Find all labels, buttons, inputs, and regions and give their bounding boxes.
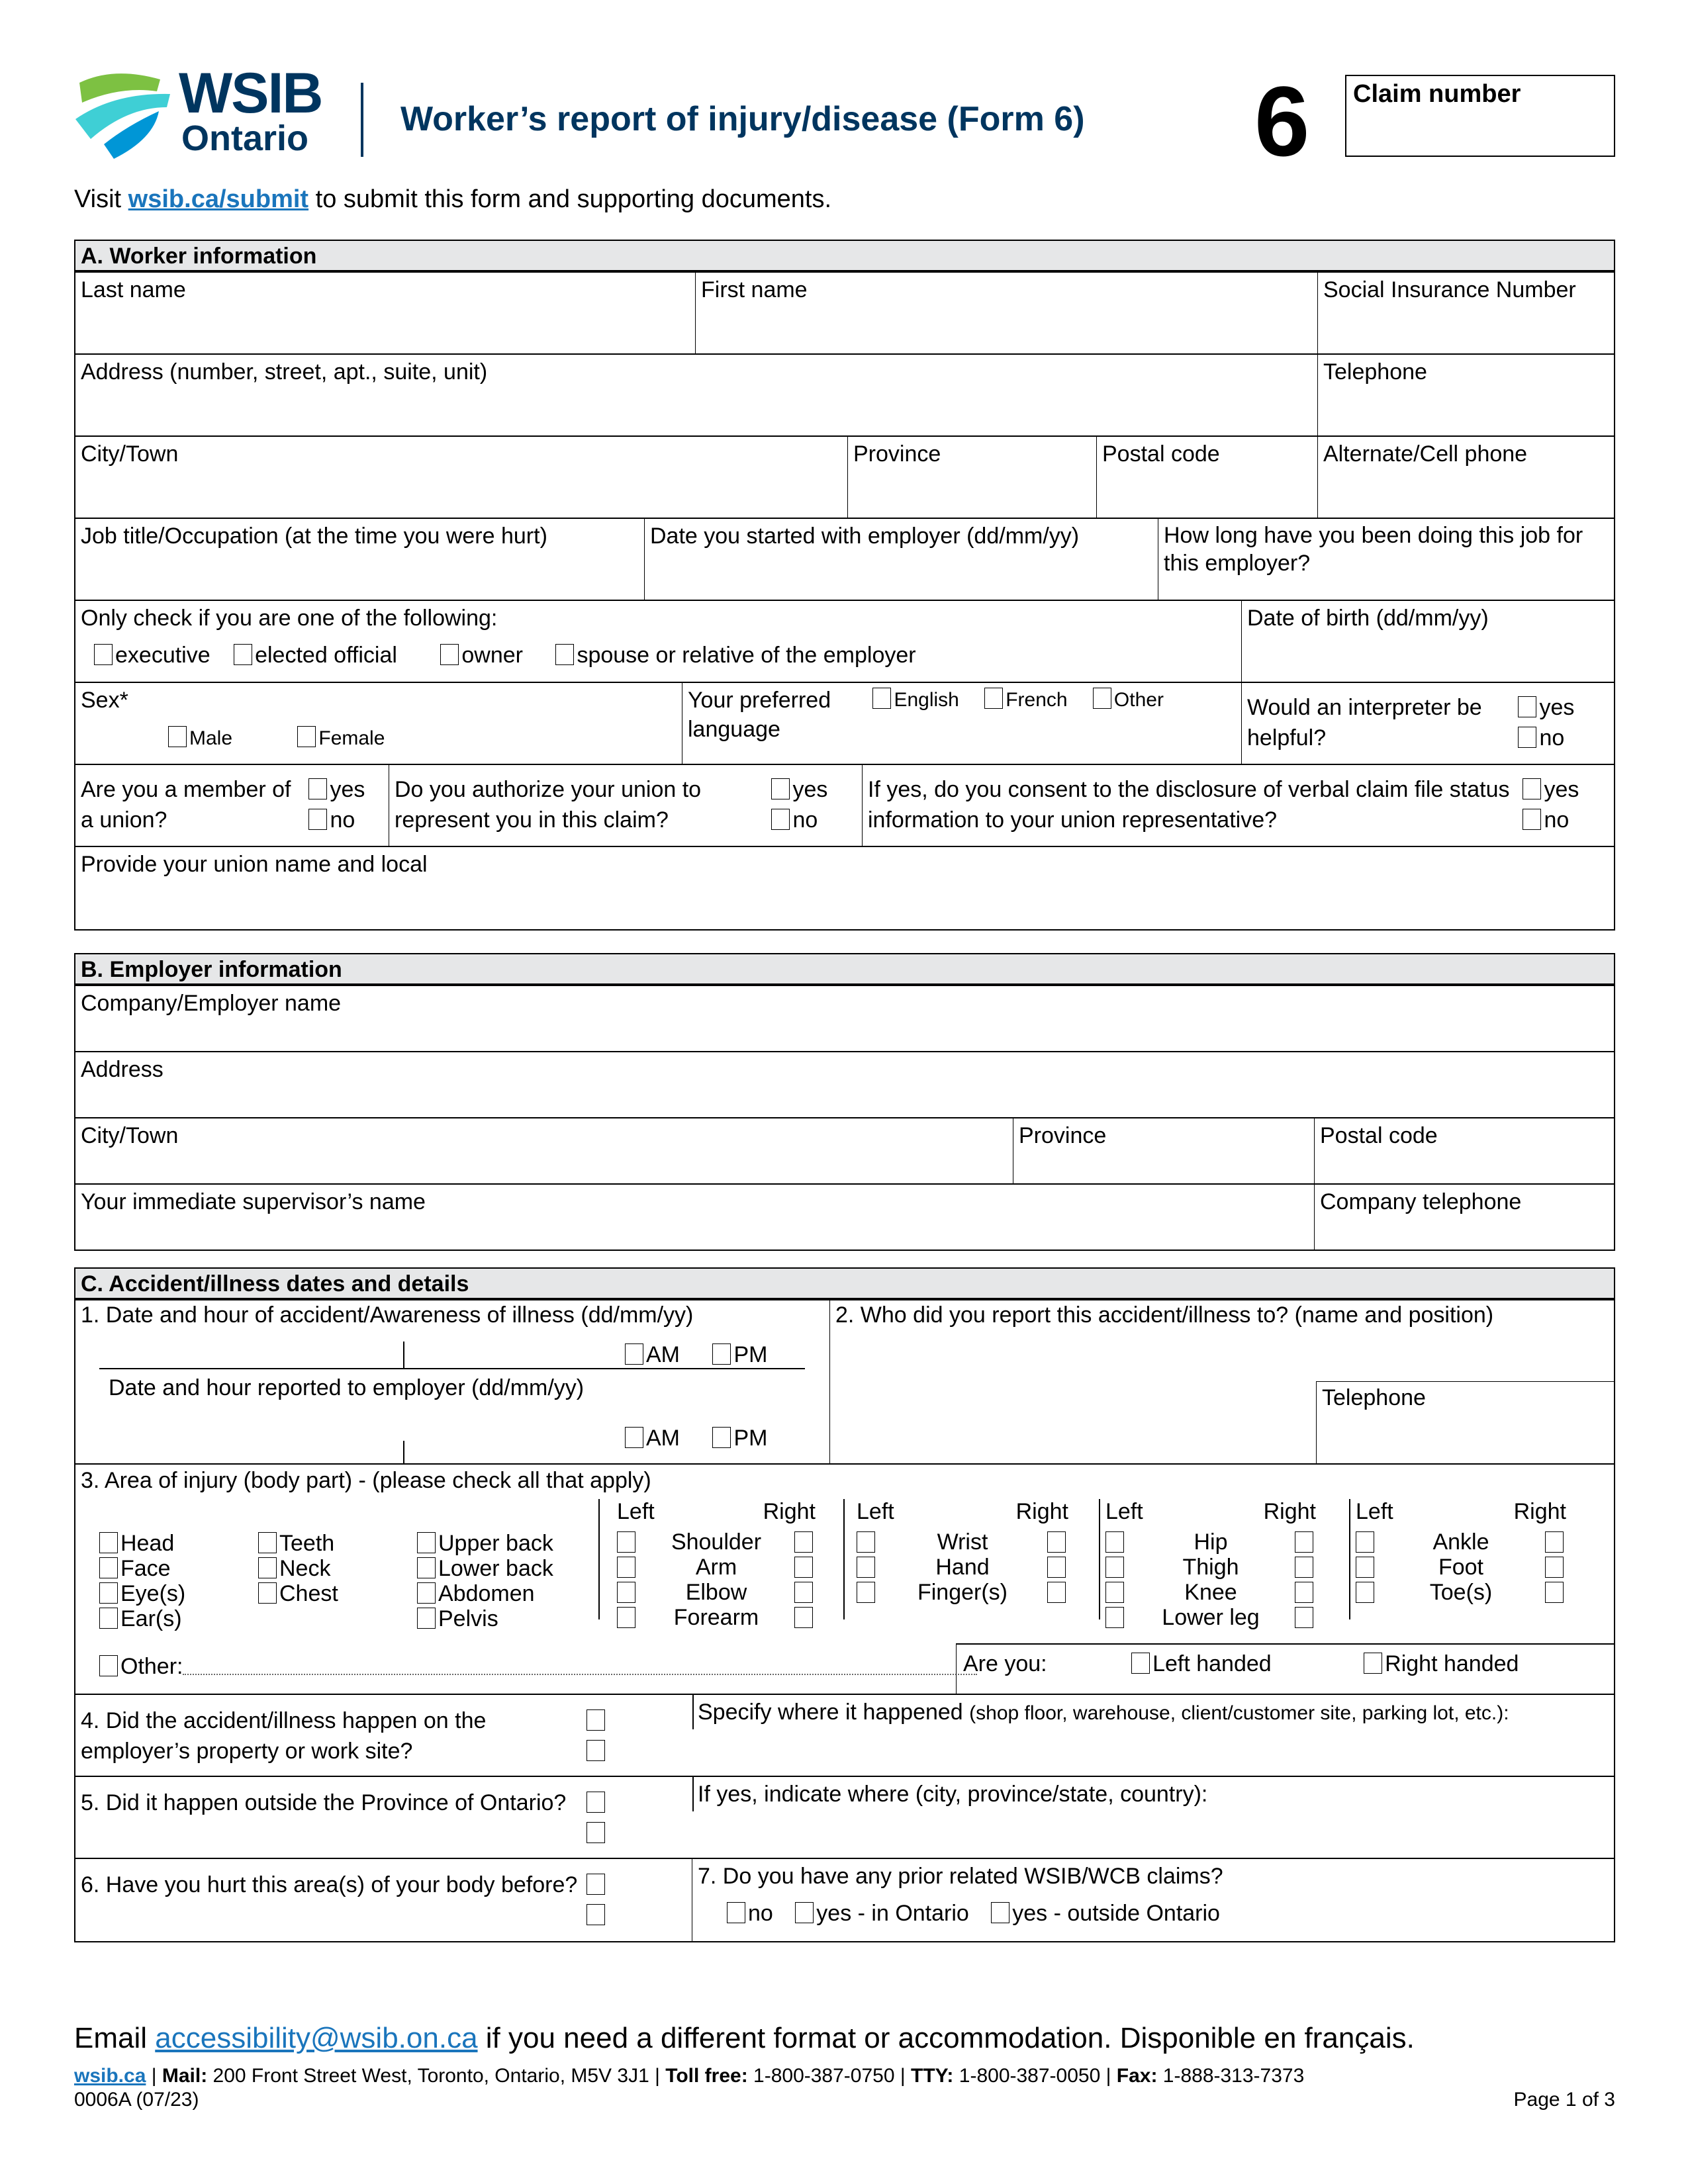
checkbox[interactable]: [99, 1655, 118, 1676]
contact-line: wsib.ca | Mail: 200 Front Street West, Toronto, Ontario, M5V 3J1 | Toll free: 1-800-387-0750 | TTY: 1-800-387-0050 | Fax: 1-888-313-7373: [74, 2065, 1305, 2087]
employer-city-field[interactable]: City/Town: [75, 1118, 1013, 1183]
wsib-site-link[interactable]: wsib.ca: [74, 2065, 146, 2087]
preferred-language-group: [682, 683, 1242, 764]
right-handed[interactable]: Right handed: [1364, 1651, 1519, 1676]
province-field[interactable]: Province: [848, 437, 1097, 518]
body-teeth[interactable]: Teeth: [258, 1531, 338, 1556]
checkbox[interactable]: [712, 1343, 731, 1365]
sex-male[interactable]: Male: [168, 727, 232, 749]
worker-role-label: Only check if you are one of the following:: [81, 606, 498, 631]
submit-instructions: Visit wsib.ca/submit to submit this form and supporting documents.: [74, 185, 832, 213]
checkbox[interactable]: [1093, 688, 1111, 709]
body-ankle: Ankle: [1356, 1529, 1566, 1555]
body-foot: Foot: [1356, 1555, 1566, 1580]
checkbox[interactable]: [440, 644, 459, 665]
q1-am[interactable]: AM: [625, 1342, 680, 1367]
checkbox-left[interactable]: [1356, 1557, 1374, 1578]
claim-number-label: Claim number: [1353, 80, 1521, 108]
checkbox[interactable]: [991, 1902, 1009, 1923]
interpreter-yes[interactable]: yes: [1518, 692, 1574, 723]
role-owner[interactable]: owner: [440, 643, 523, 668]
q3-label: 3. Area of injury (body part) - (please check all that apply): [81, 1468, 651, 1493]
reported-to-group: [830, 1300, 1614, 1463]
body-fingers: Finger(s): [857, 1580, 1068, 1605]
reported-to-telephone-field[interactable]: Telephone: [1316, 1381, 1614, 1463]
alt-phone-field[interactable]: Alternate/Cell phone: [1323, 441, 1528, 467]
other-input[interactable]: [183, 1657, 977, 1675]
address-field[interactable]: Address (number, street, apt., suite, unit): [75, 355, 1318, 435]
checkbox-right[interactable]: [1545, 1582, 1564, 1603]
section-b-heading: B. Employer information: [75, 954, 1614, 986]
body-lower-back[interactable]: Lower back: [417, 1556, 553, 1581]
lang-english[interactable]: English: [872, 689, 959, 711]
checkbox-left[interactable]: [1356, 1531, 1374, 1553]
union-authorize-label: Do you authorize your union to represent you in this claim?: [395, 777, 702, 833]
q6-no[interactable]: [586, 1900, 608, 1931]
q4-yes[interactable]: [586, 1706, 608, 1736]
body-forearm: Forearm: [617, 1605, 816, 1630]
company-name-field[interactable]: Company/Employer name: [81, 991, 342, 1016]
body-hip: Hip: [1105, 1529, 1316, 1555]
union-member-yes[interactable]: yes: [308, 774, 365, 805]
body-legs-group: Left Right Hip Thigh Knee Lower leg: [1105, 1499, 1316, 1630]
checkbox-right[interactable]: [1047, 1531, 1066, 1553]
checkbox-right[interactable]: [794, 1557, 813, 1578]
body-head[interactable]: Head: [99, 1531, 185, 1556]
q1-underline: [99, 1368, 805, 1369]
checkbox[interactable]: [727, 1902, 745, 1923]
logo-wordmark: WSIB: [179, 62, 322, 125]
checkbox[interactable]: [1518, 696, 1536, 717]
handedness-group: Are you: Left handed Right handed: [956, 1643, 1614, 1694]
lang-french[interactable]: French: [984, 689, 1067, 711]
body-neck[interactable]: Neck: [258, 1556, 338, 1581]
wsib-logo: [74, 62, 326, 159]
section-accident-details: [74, 1267, 1615, 1942]
checkbox[interactable]: [712, 1427, 731, 1448]
column-divider: [843, 1499, 845, 1619]
checkbox[interactable]: [234, 644, 252, 665]
checkbox[interactable]: [94, 644, 113, 665]
checkbox[interactable]: [99, 1582, 118, 1604]
body-hand: Hand: [857, 1555, 1068, 1580]
checkbox-left[interactable]: [1105, 1607, 1124, 1628]
checkbox[interactable]: [258, 1532, 277, 1553]
union-member-label: Are you a member of a union?: [81, 777, 291, 833]
interpreter-no[interactable]: no: [1518, 723, 1574, 753]
page-title: Worker’s report of injury/disease (Form 6): [400, 100, 1085, 138]
q7-no[interactable]: no: [727, 1901, 773, 1926]
section-worker-information: [74, 240, 1615, 931]
sex-group: [75, 683, 682, 764]
checkbox[interactable]: [872, 688, 891, 709]
body-col-3: [417, 1531, 553, 1631]
last-name-field[interactable]: Last name: [75, 273, 696, 353]
q1b-pm[interactable]: PM: [712, 1426, 767, 1451]
q7-label: 7. Do you have any prior related WSIB/WCB claims?: [698, 1864, 1223, 1889]
section-a-heading: A. Worker information: [75, 241, 1614, 273]
checkbox[interactable]: [168, 726, 187, 747]
date-started-field[interactable]: Date you started with employer (dd/mm/yy): [645, 519, 1158, 600]
body-col-1: [99, 1531, 185, 1631]
union-authorize-no[interactable]: no: [771, 805, 827, 835]
telephone-field[interactable]: Telephone: [1323, 359, 1427, 385]
checkbox-left[interactable]: [617, 1531, 635, 1553]
checkbox[interactable]: [586, 1740, 605, 1761]
union-consent-group: [863, 765, 1614, 846]
body-chest[interactable]: Chest: [258, 1581, 338, 1606]
checkbox[interactable]: [417, 1557, 436, 1578]
checkbox[interactable]: [99, 1557, 118, 1578]
body-abdomen[interactable]: Abdomen: [417, 1581, 553, 1606]
role-elected-official[interactable]: elected official: [234, 643, 397, 668]
q2-field[interactable]: 2. Who did you report this accident/illness to? (name and position): [835, 1302, 1494, 1328]
checkbox-left[interactable]: [857, 1531, 875, 1553]
union-consent-label: If yes, do you consent to the disclosure of verbal claim file status information to your union representative?: [868, 777, 1510, 833]
q1b-label: Date and hour reported to employer (dd/mm/yy): [109, 1375, 585, 1400]
checkbox[interactable]: [1523, 809, 1541, 830]
checkbox[interactable]: [308, 778, 327, 799]
checkbox-left[interactable]: [857, 1582, 875, 1603]
employer-address-field[interactable]: Address: [81, 1057, 164, 1082]
checkbox[interactable]: [555, 644, 574, 665]
company-telephone-field[interactable]: Company telephone: [1320, 1189, 1522, 1214]
body-part-group: [75, 1465, 1614, 1695]
body-ears[interactable]: Ear(s): [99, 1606, 185, 1631]
interpreter-group: [1242, 683, 1614, 764]
checkbox-left[interactable]: [617, 1607, 635, 1628]
checkbox[interactable]: [586, 1874, 605, 1895]
accessibility-email-link[interactable]: accessibility@wsib.on.ca: [155, 2022, 478, 2054]
checkbox[interactable]: [1364, 1653, 1382, 1674]
checkbox[interactable]: [586, 1822, 605, 1843]
q5-yes[interactable]: [586, 1788, 608, 1818]
q1b-am[interactable]: AM: [625, 1426, 680, 1451]
sex-label: Sex*: [81, 688, 128, 713]
union-consent-no[interactable]: no: [1523, 805, 1579, 835]
supervisor-name-field[interactable]: Your immediate supervisor’s name: [75, 1185, 1315, 1250]
checkbox-right[interactable]: [794, 1582, 813, 1603]
checkbox[interactable]: [771, 809, 790, 830]
checkbox[interactable]: [1523, 778, 1541, 799]
body-face[interactable]: Face: [99, 1556, 185, 1581]
checkbox-right[interactable]: [1295, 1557, 1313, 1578]
submit-link[interactable]: wsib.ca/submit: [128, 185, 309, 213]
role-spouse-relative[interactable]: spouse or relative of the employer: [555, 643, 915, 668]
body-toes: Toe(s): [1356, 1580, 1566, 1605]
checkbox-right[interactable]: [1047, 1557, 1066, 1578]
checkbox[interactable]: [417, 1582, 436, 1604]
claim-number-field[interactable]: [1345, 75, 1615, 157]
page-number: Page 1 of 3: [1513, 2089, 1615, 2111]
body-other: Other:: [99, 1654, 977, 1680]
body-feet-group: Left Right Ankle Foot Toe(s): [1356, 1499, 1566, 1605]
checkbox[interactable]: [308, 809, 327, 830]
checkbox[interactable]: [586, 1904, 605, 1925]
body-upper-back[interactable]: Upper back: [417, 1531, 553, 1556]
checkbox-right[interactable]: [1545, 1531, 1564, 1553]
checkbox-right[interactable]: [1047, 1582, 1066, 1603]
union-authorize-yes[interactable]: yes: [771, 774, 827, 805]
q6-yes[interactable]: [586, 1870, 608, 1900]
accident-dates-group: [75, 1300, 830, 1463]
lang-other[interactable]: Other: [1093, 689, 1164, 711]
wsib-shield-icon: [74, 66, 173, 159]
checkbox[interactable]: [99, 1608, 118, 1629]
q7-group: [692, 1859, 1614, 1941]
q5-label: 5. Did it happen outside the Province of Ontario?: [81, 1790, 567, 1815]
body-arms-group: Left Right Shoulder Arm Elbow Forearm: [617, 1499, 816, 1630]
checkbox-right[interactable]: [1295, 1582, 1313, 1603]
date-time-divider: [403, 1342, 404, 1368]
employer-postal-code-field[interactable]: Postal code: [1320, 1123, 1438, 1148]
checkbox-right[interactable]: [1545, 1557, 1564, 1578]
body-thigh: Thigh: [1105, 1555, 1316, 1580]
checkbox[interactable]: [1518, 727, 1536, 748]
body-elbow: Elbow: [617, 1580, 816, 1605]
q6-label: 6. Have you hurt this area(s) of your body before?: [81, 1872, 578, 1897]
checkbox-right[interactable]: [1295, 1607, 1313, 1628]
checkbox[interactable]: [258, 1582, 277, 1604]
q7-yes-outside[interactable]: yes - outside Ontario: [991, 1901, 1220, 1926]
checkbox[interactable]: [771, 778, 790, 799]
checkbox[interactable]: [99, 1532, 118, 1553]
checkbox-right[interactable]: [794, 1531, 813, 1553]
body-lower-leg: Lower leg: [1105, 1605, 1316, 1630]
q4-group: [75, 1695, 692, 1776]
checkbox[interactable]: [1131, 1653, 1150, 1674]
checkbox[interactable]: [984, 688, 1003, 709]
q6-group: [75, 1859, 692, 1941]
pref-lang-label: Your preferred language: [688, 688, 831, 742]
checkbox-left[interactable]: [1105, 1582, 1124, 1603]
checkbox-left[interactable]: [1105, 1531, 1124, 1553]
title-divider: [361, 83, 363, 157]
body-knee: Knee: [1105, 1580, 1316, 1605]
union-member-group: [75, 765, 389, 846]
role-executive[interactable]: executive: [94, 643, 211, 668]
sin-field[interactable]: Social Insurance Number: [1323, 277, 1576, 302]
form-code: 0006A (07/23): [74, 2089, 199, 2111]
checkbox[interactable]: [625, 1343, 643, 1365]
body-eyes[interactable]: Eye(s): [99, 1581, 185, 1606]
checkbox[interactable]: [625, 1427, 643, 1448]
how-long-field[interactable]: How long have you been doing this job for this employer?: [1164, 523, 1583, 576]
checkbox-left[interactable]: [617, 1582, 635, 1603]
union-name-field[interactable]: Provide your union name and local: [81, 852, 428, 877]
checkbox-left[interactable]: [1105, 1557, 1124, 1578]
job-title-field[interactable]: Job title/Occupation (at the time you were hurt): [75, 519, 645, 600]
form-number: 6: [1254, 66, 1310, 177]
column-divider: [598, 1499, 600, 1619]
q5-group: [75, 1777, 692, 1858]
q5-no[interactable]: [586, 1818, 608, 1848]
dob-field[interactable]: Date of birth (dd/mm/yy): [1247, 606, 1489, 631]
checkbox[interactable]: [258, 1557, 277, 1578]
q1-label: 1. Date and hour of accident/Awareness of illness (dd/mm/yy): [81, 1302, 694, 1328]
checkbox-left[interactable]: [617, 1557, 635, 1578]
checkbox[interactable]: [586, 1792, 605, 1813]
union-member-no[interactable]: no: [308, 805, 365, 835]
first-name-field[interactable]: First name: [696, 273, 1318, 353]
date-time-divider: [403, 1441, 404, 1465]
q4-no[interactable]: [586, 1736, 608, 1766]
logo-subtitle: Ontario: [181, 118, 309, 158]
q4-label: 4. Did the accident/illness happen on the employer’s property or work site?: [81, 1708, 487, 1764]
body-pelvis[interactable]: Pelvis: [417, 1606, 553, 1631]
column-divider: [1099, 1499, 1100, 1619]
checkbox-right[interactable]: [1295, 1531, 1313, 1553]
checkbox[interactable]: [795, 1902, 814, 1923]
worker-role-group: [75, 601, 1242, 682]
body-arm: Arm: [617, 1555, 816, 1580]
q5-where-field[interactable]: If yes, indicate where (city, province/state, country):: [698, 1782, 1208, 1807]
q1-pm[interactable]: PM: [712, 1342, 767, 1367]
q4-specify-field[interactable]: Specify where it happened (shop floor, warehouse, client/customer site, parking lot, etc.):: [698, 1700, 1509, 1725]
checkbox-right[interactable]: [794, 1607, 813, 1628]
left-handed[interactable]: Left handed: [1131, 1651, 1272, 1676]
interpreter-label: Would an interpreter be helpful?: [1247, 695, 1482, 751]
accessibility-note: Email accessibility@wsib.on.ca if you need a different format or accommodation. Disponible en français.: [74, 2022, 1415, 2054]
body-wrist: Wrist: [857, 1529, 1068, 1555]
body-col-2: [258, 1531, 338, 1606]
city-field[interactable]: City/Town: [75, 437, 848, 518]
checkbox[interactable]: [297, 726, 316, 747]
checkbox[interactable]: [586, 1709, 605, 1731]
postal-code-field[interactable]: Postal code: [1097, 437, 1318, 518]
checkbox[interactable]: [417, 1532, 436, 1553]
body-shoulder: Shoulder: [617, 1529, 816, 1555]
checkbox-left[interactable]: [1356, 1582, 1374, 1603]
section-c-heading: C. Accident/illness dates and details: [75, 1269, 1614, 1300]
union-consent-yes[interactable]: yes: [1523, 774, 1579, 805]
section-employer-information: [74, 953, 1615, 1251]
sex-female[interactable]: Female: [297, 727, 385, 749]
checkbox[interactable]: [417, 1608, 436, 1629]
column-divider: [1349, 1499, 1350, 1619]
checkbox-left[interactable]: [857, 1557, 875, 1578]
employer-province-field[interactable]: Province: [1013, 1118, 1315, 1183]
body-hands-group: Left Right Wrist Hand Finger(s): [857, 1499, 1068, 1605]
q7-yes-ontario[interactable]: yes - in Ontario: [795, 1901, 969, 1926]
union-authorize-group: [389, 765, 863, 846]
